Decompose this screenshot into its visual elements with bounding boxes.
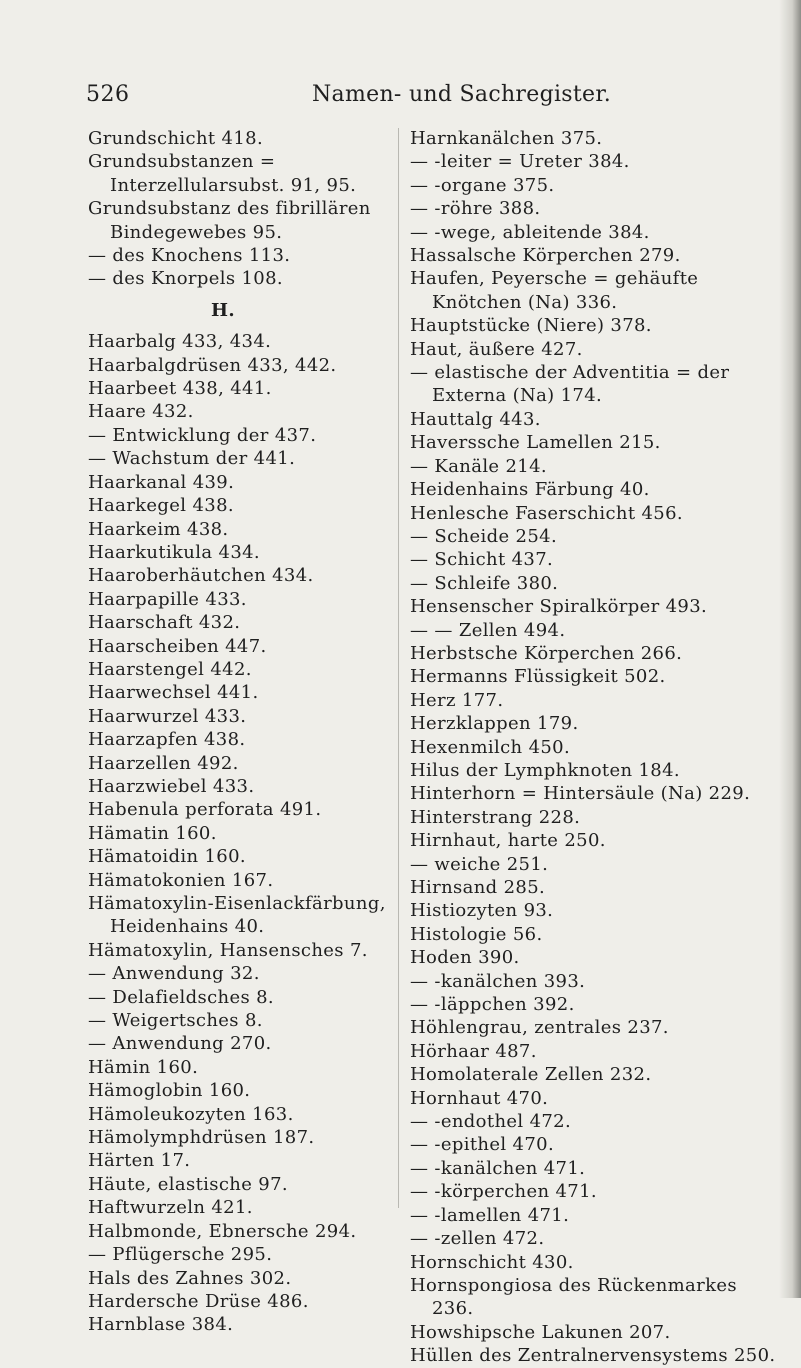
index-entry: Hornspongiosa des Rückenmarkes 236. — [410, 1274, 737, 1320]
index-entry: Heidenhains Färbung 40. — [410, 479, 650, 501]
index-entry: — Entwicklung der 437. — [88, 424, 317, 446]
index-entry: Haftwurzeln 421. — [88, 1197, 253, 1219]
index-entry: Hämatin 160. — [88, 822, 217, 844]
index-entry: — -lamellen 471. — [410, 1204, 570, 1226]
page-number: 526 — [86, 82, 130, 107]
index-entry: — Wachstum der 441. — [88, 448, 296, 470]
index-entry: Haare 432. — [88, 401, 194, 423]
index-entry: Hals des Zahnes 302. — [88, 1267, 292, 1289]
index-entry: — -kanälchen 471. — [410, 1157, 586, 1179]
index-entry: Homolaterale Zellen 232. — [410, 1064, 652, 1086]
index-entry: Hauttalg 443. — [410, 408, 541, 430]
index-entry: Howshipsche Lakunen 207. — [410, 1321, 671, 1343]
index-entry: — -kanälchen 393. — [410, 970, 586, 992]
index-entry: — Delafieldsches 8. — [88, 986, 274, 1008]
index-entry: Hinterstrang 228. — [410, 806, 581, 828]
index-entry: Hämatoidin 160. — [88, 846, 246, 868]
index-column-right — [410, 127, 780, 1368]
index-entry: — -organe 375. — [410, 174, 555, 196]
index-entry: — — Zellen 494. — [410, 619, 566, 641]
index-entry: Grundsubstanzen = Interzellularsubst. 91, 95. — [88, 151, 357, 196]
index-entry: Grundschicht 418. — [88, 128, 264, 149]
index-entry: Habenula perforata 491. — [88, 799, 322, 821]
index-entry: Haarwechsel 441. — [88, 682, 259, 704]
index-entry: — Pflügersche 295. — [88, 1244, 273, 1266]
index-entry: Hornschicht 430. — [410, 1251, 574, 1273]
index-entry: — -leiter = Ureter 384. — [410, 151, 630, 173]
index-entry: Hämatoxylin, Hansensches 7. — [88, 939, 368, 961]
index-entry: Hämatoxylin-Eisenlackfärbung, Heidenhains 40. — [88, 893, 386, 938]
index-entry: Hermanns Flüssigkeit 502. — [410, 666, 666, 688]
index-entry: — -wege, ableitende 384. — [410, 221, 650, 243]
index-entry: Häute, elastische 97. — [88, 1173, 288, 1195]
index-entry: Hoden 390. — [410, 947, 520, 969]
index-entry: Hirnsand 285. — [410, 877, 546, 898]
index-entry: — Weigertsches 8. — [88, 1010, 263, 1032]
index-entry: Haarpapille 433. — [88, 588, 247, 610]
index-entry: — -röhre 388. — [410, 198, 541, 220]
index-column-left — [88, 127, 388, 1337]
index-entry: Haarschaft 432. — [88, 612, 241, 634]
index-entry: Hassalsche Körperchen 279. — [410, 245, 681, 267]
index-entry: Höhlengrau, zentrales 237. — [410, 1017, 669, 1039]
index-entry: Haaroberhäutchen 434. — [88, 565, 314, 587]
index-entry: Herz 177. — [410, 689, 504, 711]
index-entry: Hilus der Lymphknoten 184. — [410, 759, 680, 781]
index-entry: — des Knochens 113. — [88, 245, 291, 267]
index-entry: — des Knorpels 108. — [88, 268, 283, 290]
index-entry: — Anwendung 270. — [88, 1033, 272, 1055]
index-entry: Haarkutikula 434. — [88, 541, 260, 563]
index-entry: Harnblase 384. — [88, 1314, 234, 1336]
entries-right — [410, 127, 780, 1368]
index-entry: Haut, äußere 427. — [410, 338, 583, 360]
index-entry: — Anwendung 32. — [88, 963, 260, 985]
index-entry: — Kanäle 214. — [410, 455, 547, 477]
index-entry: Herbstsche Körperchen 266. — [410, 642, 683, 664]
index-entry: Härten 17. — [88, 1150, 191, 1172]
column-divider — [398, 128, 399, 1208]
index-entry: Haverssche Lamellen 215. — [410, 432, 661, 454]
index-entry: — -läppchen 392. — [410, 994, 575, 1016]
index-entry: Hämatokonien 167. — [88, 869, 274, 891]
index-entry: Histiozyten 93. — [410, 900, 554, 922]
page-edge-shadow — [779, 0, 801, 1298]
page-header — [86, 82, 772, 112]
index-entry: Grundsubstanz des fibrillären Bindegewebes 95. — [88, 198, 371, 243]
index-entry: Hauptstücke (Niere) 378. — [410, 315, 652, 337]
index-entry: — weiche 251. — [410, 853, 549, 875]
index-entry: Hexenmilch 450. — [410, 736, 571, 758]
index-entry: Haarzellen 492. — [88, 752, 239, 774]
index-entry: Haarkeim 438. — [88, 518, 229, 540]
index-entry: Haarscheiben 447. — [88, 635, 267, 657]
index-entry: Hörhaar 487. — [410, 1040, 537, 1062]
index-entry: Harnkanälchen 375. — [410, 128, 603, 149]
index-entry: Haarwurzel 433. — [88, 705, 247, 727]
index-entry: Hämolymphdrüsen 187. — [88, 1127, 315, 1149]
index-entry: Hornhaut 470. — [410, 1087, 549, 1109]
index-entry: Hämoleukozyten 163. — [88, 1103, 294, 1125]
index-entry: Haarkanal 439. — [88, 471, 235, 493]
index-entry: Haarbalg 433, 434. — [88, 331, 272, 353]
index-entry: Haufen, Peyersche = gehäufte Knötchen (Na) 336. — [410, 268, 699, 313]
index-entry: Hämin 160. — [88, 1056, 199, 1078]
index-entry: Hensenscher Spiralkörper 493. — [410, 596, 708, 618]
index-entry: Hämoglobin 160. — [88, 1080, 251, 1102]
running-title: Namen- und Sachregister. — [312, 82, 612, 107]
entries-before-section — [88, 127, 388, 291]
entries-after-section — [88, 330, 388, 1336]
index-entry: Haarkegel 438. — [88, 495, 234, 517]
index-entry: Halbmonde, Ebnersche 294. — [88, 1220, 357, 1242]
index-entry: Haarbeet 438, 441. — [88, 378, 272, 400]
index-entry: — Schleife 380. — [410, 572, 559, 594]
index-entry: — Schicht 437. — [410, 549, 554, 571]
index-entry: Histologie 56. — [410, 923, 543, 945]
index-entry: Haarzwiebel 433. — [88, 775, 255, 797]
index-entry: — -zellen 472. — [410, 1228, 545, 1250]
index-entry: Hüllen des Zentralnervensystems 250. — [410, 1345, 776, 1367]
index-entry: — -endothel 472. — [410, 1111, 572, 1133]
index-entry: Henlesche Faserschicht 456. — [410, 502, 683, 524]
index-entry: Hardersche Drüse 486. — [88, 1290, 309, 1312]
index-entry: — -epithel 470. — [410, 1134, 555, 1156]
index-entry: Herzklappen 179. — [410, 713, 579, 735]
index-entry: Haarzapfen 438. — [88, 729, 246, 751]
index-entry: Hirnhaut, harte 250. — [410, 830, 606, 852]
index-entry: Hinterhorn = Hintersäule (Na) 229. — [410, 783, 751, 805]
index-entry: Haarstengel 442. — [88, 658, 252, 680]
index-entry: — -körperchen 471. — [410, 1181, 597, 1203]
index-entry: — elastische der Adventitia = der Externa (Na) 174. — [410, 362, 730, 407]
index-entry: Haarbalgdrüsen 433, 442. — [88, 354, 337, 376]
index-entry: — Scheide 254. — [410, 525, 558, 547]
section-letter: H. — [211, 299, 235, 321]
